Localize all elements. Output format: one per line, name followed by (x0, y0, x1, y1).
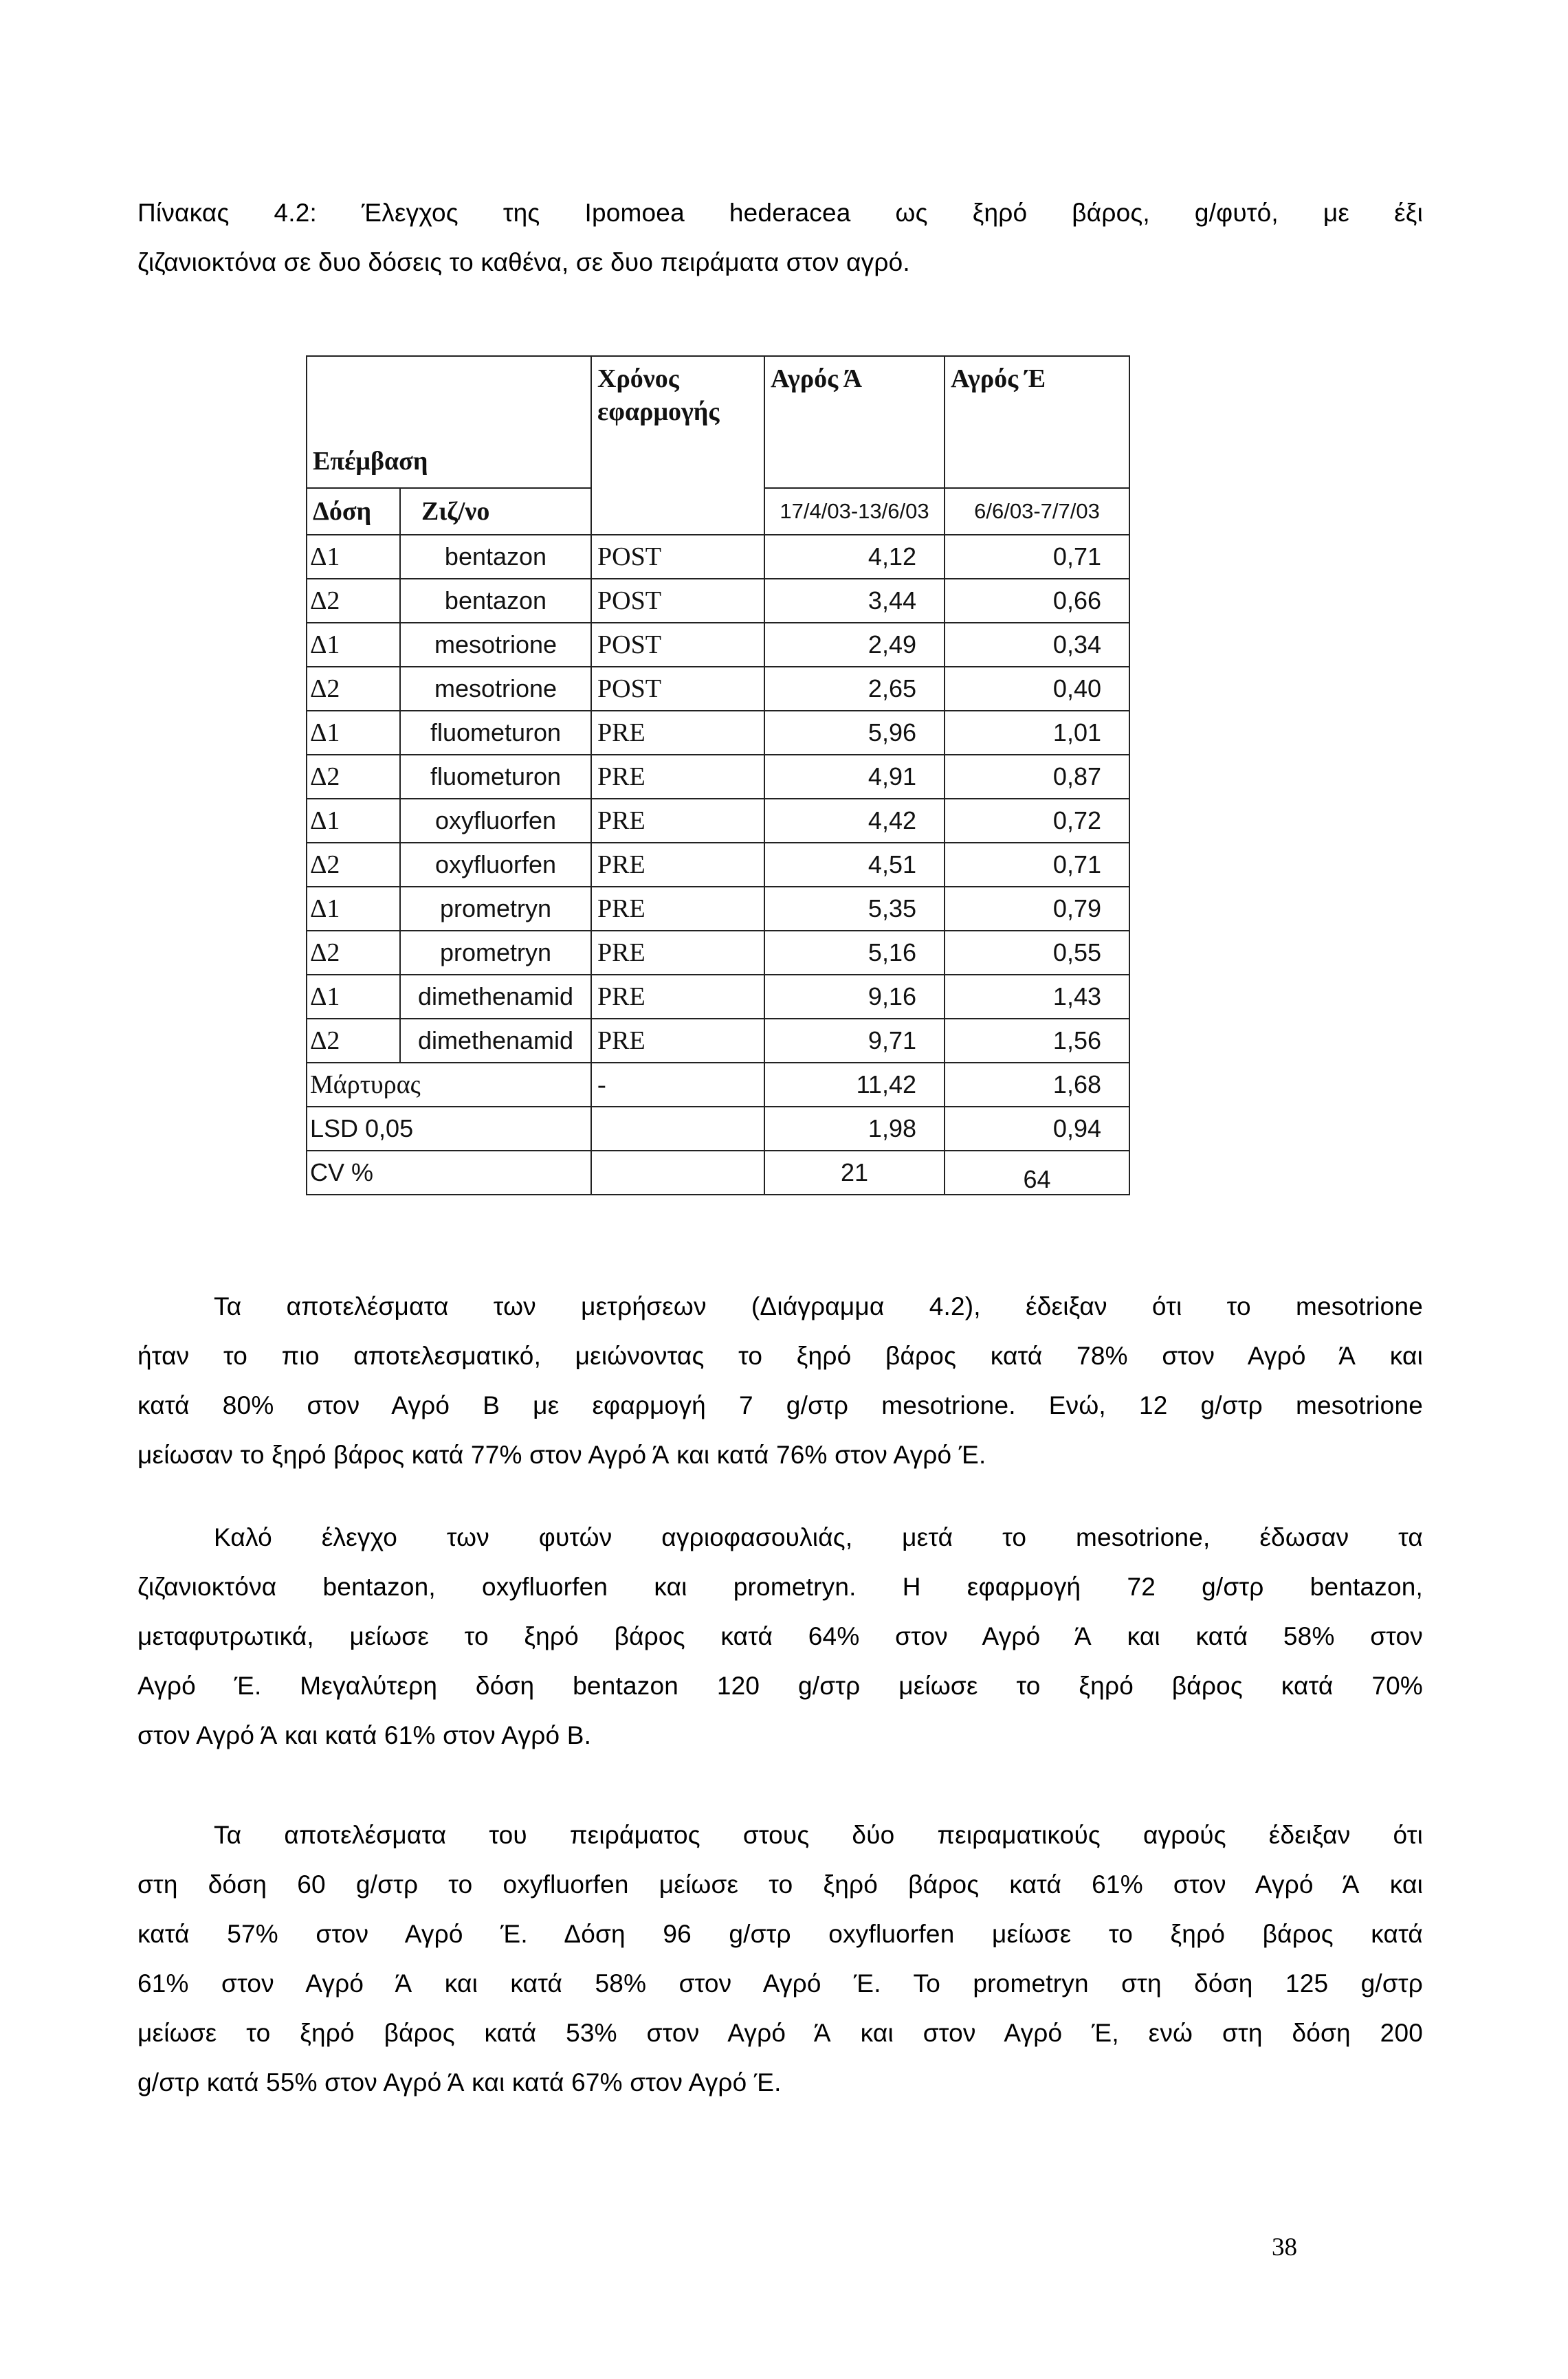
dose-cell: Δ2 (307, 843, 400, 887)
timing-cell: POST (591, 535, 764, 579)
results-paragraph (137, 1282, 1423, 1480)
timing-cell: PRE (591, 975, 764, 1019)
field-a-value: 2,49 (764, 623, 945, 667)
control-timing: - (591, 1063, 764, 1107)
field-a-value: 5,35 (764, 887, 945, 931)
table-row (307, 667, 1129, 711)
table-row (307, 535, 1129, 579)
herbicide-cell: dimethenamid (400, 1019, 591, 1063)
header-herbicide: Ζιζ/νο (400, 488, 591, 535)
paragraph-line: Τα αποτελέσματα των μετρήσεων (Διάγραμμα 4.2), έδειξαν ότι το mesotrione (214, 1292, 1423, 1320)
control-paragraph (137, 1513, 1423, 1760)
empty-cell (591, 1107, 764, 1151)
dose-cell: Δ2 (307, 755, 400, 799)
table-row (307, 975, 1129, 1019)
field-b-value: 0,55 (945, 931, 1129, 975)
paragraph-line: ζιζανιοκτόνα bentazon, oxyfluorfen και prometryn. Η εφαρμογή 72 g/στρ bentazon, (137, 1573, 1423, 1601)
paragraph-line: μείωσαν το ξηρό βάρος κατά 77% στον Αγρό Ά και κατά 76% στον Αγρό Έ. (137, 1441, 986, 1469)
paragraph-line: στον Αγρό Ά και κατά 61% στον Αγρό Β. (137, 1721, 592, 1749)
control-field-b: 1,68 (945, 1063, 1129, 1107)
paragraph-line: στη δόση 60 g/στρ το oxyfluorfen μείωσε το ξηρό βάρος κατά 61% στον Αγρό Ά και (137, 1870, 1423, 1899)
dose-cell: Δ1 (307, 975, 400, 1019)
dose-cell: Δ1 (307, 711, 400, 755)
field-a-value: 4,91 (764, 755, 945, 799)
herbicide-cell: fluometuron (400, 711, 591, 755)
timing-cell: PRE (591, 843, 764, 887)
paragraph-line: κατά 80% στον Αγρό Β με εφαρμογή 7 g/στρ mesotrione. Ενώ, 12 g/στρ mesotrione (137, 1391, 1423, 1419)
dose-cell: Δ1 (307, 535, 400, 579)
period-field-a: 17/4/03-13/6/03 (764, 488, 945, 535)
table-row (307, 931, 1129, 975)
dose-cell: Δ2 (307, 931, 400, 975)
field-a-value: 9,71 (764, 1019, 945, 1063)
field-b-value: 0,66 (945, 579, 1129, 623)
caption-line: Πίνακας 4.2: Έλεγχος της Ipomoea hederacea ως ξηρό βάρος, g/φυτό, με έξι (137, 199, 1423, 227)
table-row (307, 799, 1129, 843)
paragraph-line: ήταν το πιο αποτελεσματικό, μειώνοντας το ξηρό βάρος κατά 78% στον Αγρό Ά και (137, 1342, 1423, 1370)
dose-cell: Δ1 (307, 623, 400, 667)
lsd-field-b: 0,94 (945, 1107, 1129, 1151)
timing-cell: POST (591, 579, 764, 623)
dose-cell: Δ1 (307, 799, 400, 843)
timing-cell: PRE (591, 799, 764, 843)
period-field-b: 6/6/03-7/7/03 (945, 488, 1129, 535)
caption-line: ζιζανιοκτόνα σε δυο δόσεις το καθένα, σε δυο πειράματα στον αγρό. (137, 248, 910, 276)
field-a-value: 4,12 (764, 535, 945, 579)
control-row (307, 1063, 1129, 1107)
herbicide-cell: oxyfluorfen (400, 799, 591, 843)
dose-cell: Δ2 (307, 1019, 400, 1063)
timing-cell: PRE (591, 931, 764, 975)
cv-row (307, 1151, 1129, 1195)
dose-cell: Δ2 (307, 579, 400, 623)
table-header-row (307, 356, 1129, 488)
field-b-value: 0,71 (945, 843, 1129, 887)
table-row (307, 623, 1129, 667)
paragraph-line: μείωσε το ξηρό βάρος κατά 53% στον Αγρό Ά και στον Αγρό Έ, ενώ στη δόση 200 (137, 2019, 1423, 2047)
table-row (307, 843, 1129, 887)
field-a-value: 2,65 (764, 667, 945, 711)
timing-cell: POST (591, 667, 764, 711)
field-b-value: 0,71 (945, 535, 1129, 579)
timing-cell: PRE (591, 755, 764, 799)
field-b-value: 1,56 (945, 1019, 1129, 1063)
paragraph-line: 61% στον Αγρό Ά και κατά 58% στον Αγρό Έ. Το prometryn στη δόση 125 g/στρ (137, 1969, 1423, 1998)
field-a-value: 4,42 (764, 799, 945, 843)
field-b-value: 0,72 (945, 799, 1129, 843)
table-row (307, 1019, 1129, 1063)
table-row (307, 755, 1129, 799)
page-number: 38 (1272, 2233, 1297, 2261)
field-a-value: 5,16 (764, 931, 945, 975)
paragraph-line: g/στρ κατά 55% στον Αγρό Ά και κατά 67% στον Αγρό Έ. (137, 2068, 782, 2096)
timing-cell: PRE (591, 1019, 764, 1063)
herbicide-cell: bentazon (400, 579, 591, 623)
paragraph-line: μεταφυτρωτικά, μείωσε το ξηρό βάρος κατά 64% στον Αγρό Ά και κατά 58% στον (137, 1622, 1423, 1650)
herbicide-cell: fluometuron (400, 755, 591, 799)
field-b-value: 0,87 (945, 755, 1129, 799)
timing-cell: PRE (591, 711, 764, 755)
field-b-value: 1,43 (945, 975, 1129, 1019)
header-field-b: Αγρός Έ (945, 356, 1129, 488)
control-label: Μάρτυρας (307, 1063, 591, 1107)
field-b-value: 1,01 (945, 711, 1129, 755)
herbicide-cell: prometryn (400, 931, 591, 975)
table-row (307, 887, 1129, 931)
lsd-row (307, 1107, 1129, 1151)
timing-cell: POST (591, 623, 764, 667)
cv-label: CV % (307, 1151, 591, 1195)
timing-cell: PRE (591, 887, 764, 931)
table-row (307, 579, 1129, 623)
paragraph-line: Τα αποτελέσματα του πειράματος στους δύο πειραματικούς αγρούς έδειξαν ότι (214, 1821, 1423, 1849)
lsd-field-a: 1,98 (764, 1107, 945, 1151)
field-b-value: 0,40 (945, 667, 1129, 711)
control-field-a: 11,42 (764, 1063, 945, 1107)
herbicide-cell: prometryn (400, 887, 591, 931)
table-row (307, 711, 1129, 755)
field-b-value: 0,34 (945, 623, 1129, 667)
header-timing: Χρόνος εφαρμογής (591, 356, 764, 535)
field-a-value: 3,44 (764, 579, 945, 623)
header-treatment: Επέμβαση (307, 356, 591, 488)
results-table (306, 355, 1130, 1195)
header-field-a: Αγρός Ά (764, 356, 945, 488)
header-dose: Δόση (307, 488, 400, 535)
herbicide-cell: mesotrione (400, 667, 591, 711)
field-a-value: 9,16 (764, 975, 945, 1019)
lsd-label: LSD 0,05 (307, 1107, 591, 1151)
dose-cell: Δ1 (307, 887, 400, 931)
dose-cell: Δ2 (307, 667, 400, 711)
table-caption (137, 188, 1423, 287)
field-a-value: 4,51 (764, 843, 945, 887)
herbicide-cell: mesotrione (400, 623, 591, 667)
experiment-paragraph (137, 1811, 1423, 2107)
paragraph-line: Καλό έλεγχο των φυτών αγριοφασουλιάς, μετά το mesotrione, έδωσαν τα (214, 1523, 1423, 1551)
field-a-value: 5,96 (764, 711, 945, 755)
paragraph-line: κατά 57% στον Αγρό Έ. Δόση 96 g/στρ oxyfluorfen μείωσε το ξηρό βάρος κατά (137, 1920, 1423, 1948)
empty-cell (591, 1151, 764, 1195)
herbicide-cell: dimethenamid (400, 975, 591, 1019)
paragraph-line: Αγρό Έ. Μεγαλύτερη δόση bentazon 120 g/στρ μείωσε το ξηρό βάρος κατά 70% (137, 1672, 1423, 1700)
cv-field-a: 21 (764, 1151, 945, 1195)
herbicide-cell: oxyfluorfen (400, 843, 591, 887)
cv-field-b: 64 (945, 1151, 1129, 1195)
herbicide-cell: bentazon (400, 535, 591, 579)
field-b-value: 0,79 (945, 887, 1129, 931)
